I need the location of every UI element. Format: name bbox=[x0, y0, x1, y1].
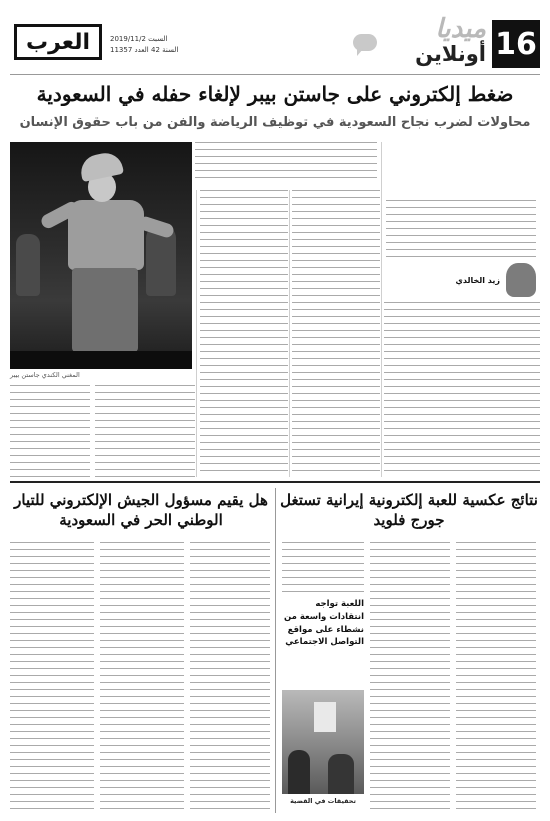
newspaper-logo: العرب bbox=[14, 24, 102, 60]
tweets-column bbox=[10, 542, 94, 810]
section-title-line1: ميديا bbox=[435, 14, 486, 44]
column-divider bbox=[196, 190, 197, 477]
photo-person bbox=[288, 750, 310, 794]
tweets-column bbox=[10, 385, 90, 477]
section-title-line2: أونلاين bbox=[415, 42, 486, 66]
article-body-column bbox=[292, 190, 380, 477]
story-photo-caption: تحقيقات في القضية bbox=[290, 797, 356, 805]
column-divider bbox=[289, 190, 290, 477]
header-divider bbox=[10, 74, 540, 75]
article-body-column bbox=[95, 385, 195, 477]
photo-person bbox=[328, 754, 354, 794]
speech-bubble-icon bbox=[353, 34, 377, 51]
issue-date: السبت 2019/11/2 bbox=[110, 35, 168, 43]
photo-performer-legs bbox=[72, 268, 138, 352]
photo-poster bbox=[314, 702, 336, 732]
main-article-photo bbox=[10, 142, 192, 369]
author-name: زيد الخالدي bbox=[455, 275, 500, 285]
photo-background-figure bbox=[16, 234, 40, 296]
author-avatar bbox=[506, 263, 536, 297]
photo-credit: المغني الكندي جاستن بيبر bbox=[10, 371, 80, 379]
article-body-column bbox=[200, 190, 288, 477]
section-title bbox=[415, 16, 486, 65]
column-divider bbox=[381, 142, 382, 477]
article-body-column bbox=[384, 302, 540, 477]
issue-dateline bbox=[110, 34, 178, 55]
article-lead-text bbox=[386, 200, 536, 258]
page-number: 16 bbox=[492, 20, 540, 68]
story-body-column bbox=[456, 542, 536, 810]
story-body-column bbox=[282, 542, 364, 594]
story-body-column bbox=[370, 542, 450, 810]
stories-divider bbox=[10, 481, 540, 483]
main-subheadline: محاولات لضرب نجاح السعودية في توظيف الرياضة والفن من باب حقوق الإنسان bbox=[19, 115, 531, 130]
story-headline-iran-game: نتائج عكسية للعبة إلكترونية إيرانية تستغل جورج فلويد bbox=[280, 491, 538, 530]
article-intro-text bbox=[195, 142, 377, 182]
author-box bbox=[384, 262, 536, 298]
photo-performer-body bbox=[68, 200, 144, 270]
story-body-column bbox=[100, 542, 184, 810]
photo-background-figure bbox=[146, 226, 176, 296]
issue-number: السنة 42 العدد 11357 bbox=[110, 45, 179, 54]
story-body-column bbox=[190, 542, 270, 810]
story-photo bbox=[282, 690, 364, 794]
main-headline: ضغط إلكتروني على جاستن بيبر لإلغاء حفله في السعودية bbox=[36, 82, 514, 106]
story-divider bbox=[275, 488, 276, 813]
photo-performer-cap bbox=[78, 150, 124, 182]
pull-quote: اللعبة تواجه انتقادات واسعة من نشطاء على مواقع التواصل الاجتماعي bbox=[283, 599, 364, 648]
story-headline-electronic-army: هل يقيم مسؤول الجيش الإلكتروني للتيار الوطني الحر في السعودية bbox=[14, 491, 268, 530]
photo-stage bbox=[10, 351, 192, 369]
